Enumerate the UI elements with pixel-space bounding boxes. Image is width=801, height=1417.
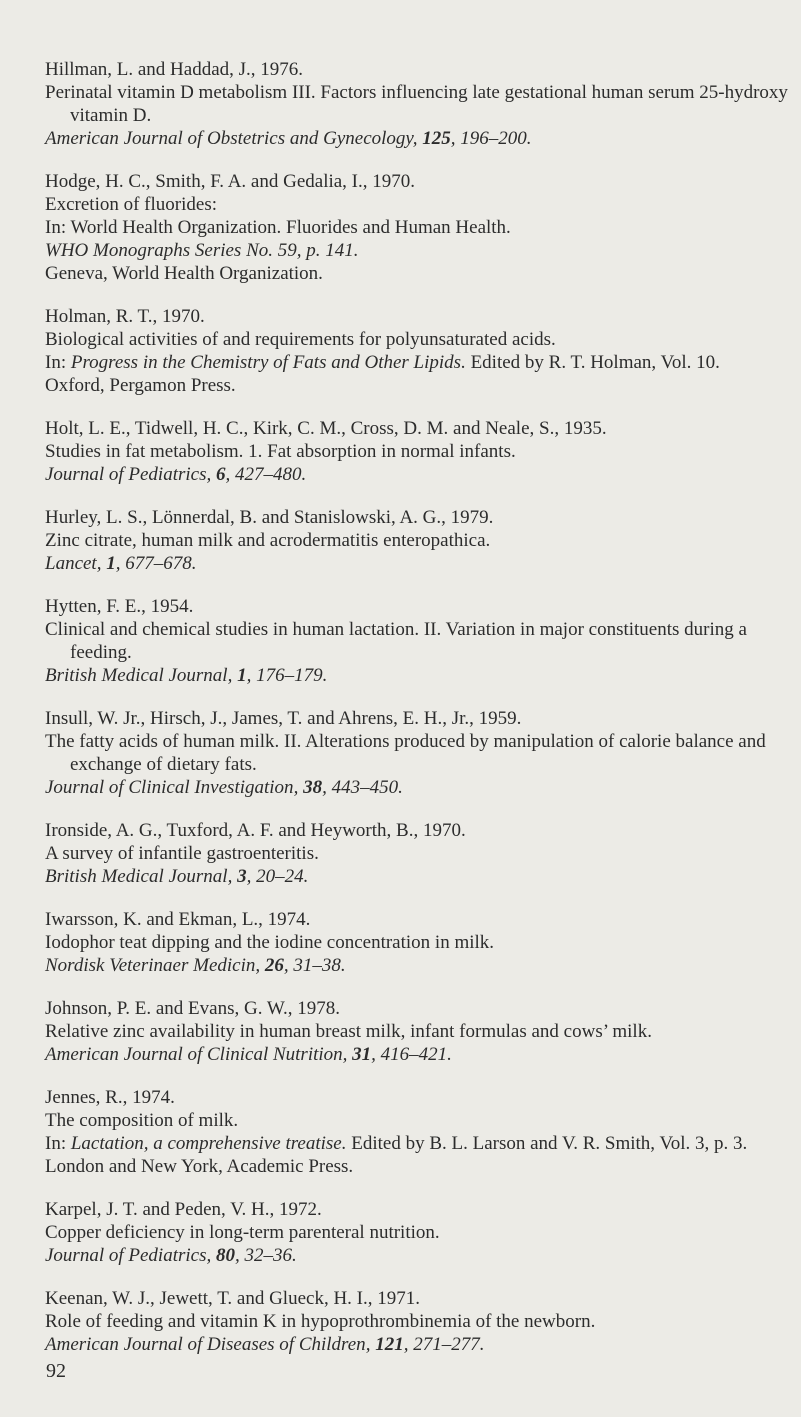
reference-source: Journal of Pediatrics, 80, 32–36. bbox=[45, 1245, 297, 1266]
reference-source: American Journal of Clinical Nutrition, 31, 416–421. bbox=[45, 1044, 452, 1065]
reference-journal: American Journal of Clinical Nutrition bbox=[45, 1044, 343, 1065]
reference-author: Holman, R. T., 1970. bbox=[45, 306, 205, 327]
reference-author: Holt, L. E., Tidwell, H. C., Kirk, C. M., Cross, D. M. and Neale, S., 1935. bbox=[45, 418, 607, 439]
reference-author: Ironside, A. G., Tuxford, A. F. and Heyworth, B., 1970. bbox=[45, 820, 466, 841]
reference-journal: WHO Monographs Series No. 59, p. 141. bbox=[45, 240, 359, 261]
reference-editors: Edited by R. T. Holman, Vol. 10. bbox=[465, 352, 720, 373]
reference-book-line bbox=[45, 1132, 795, 1155]
reference-author: Hodge, H. C., Smith, F. A. and Gedalia, I., 1970. bbox=[45, 171, 416, 192]
reference-publisher: Geneva, World Health Organization. bbox=[45, 263, 323, 284]
reference-volume: 3 bbox=[237, 866, 247, 887]
reference-book-line bbox=[45, 351, 795, 374]
reference-title: The fatty acids of human milk. II. Alterations produced by manipulation of calorie balance and exchange of dietary fats. bbox=[45, 731, 766, 775]
reference-book-title: Progress in the Chemistry of Fats and Other Lipids. bbox=[70, 352, 466, 373]
reference-volume: 38 bbox=[303, 777, 323, 798]
reference-source: Lancet, 1, 677–678. bbox=[45, 553, 197, 574]
reference-title: Zinc citrate, human milk and acrodermatitis enteropathica. bbox=[45, 530, 491, 551]
reference-source: British Medical Journal, 3, 20–24. bbox=[45, 866, 309, 887]
reference-author: Jennes, R., 1974. bbox=[45, 1087, 175, 1108]
reference-journal: American Journal of Diseases of Children bbox=[45, 1334, 366, 1355]
page-number: 92 bbox=[46, 1360, 66, 1382]
reference-entry bbox=[45, 170, 795, 285]
reference-entry bbox=[45, 595, 795, 687]
reference-entry bbox=[45, 908, 795, 977]
reference-pages: , 416–421. bbox=[371, 1044, 452, 1065]
reference-pages: , 271–277. bbox=[403, 1334, 485, 1355]
reference-list bbox=[45, 58, 795, 1376]
reference-source: Nordisk Veterinaer Medicin, 26, 31–38. bbox=[45, 955, 346, 976]
reference-entry bbox=[45, 417, 795, 486]
reference-publisher: Oxford, Pergamon Press. bbox=[45, 375, 236, 396]
reference-title: Biological activities of and requirements for polyunsaturated acids. bbox=[45, 329, 556, 350]
reference-title: Excretion of fluorides: bbox=[45, 194, 218, 215]
reference-author: Hurley, L. S., Lönnerdal, B. and Stanislowski, A. G., 1979. bbox=[45, 507, 494, 528]
reference-author: Insull, W. Jr., Hirsch, J., James, T. and Ahrens, E. H., Jr., 1959. bbox=[45, 708, 522, 729]
reference-journal: Journal of Pediatrics bbox=[45, 464, 207, 485]
reference-source: Journal of Clinical Investigation, 38, 443–450. bbox=[45, 777, 403, 798]
reference-author: Hillman, L. and Haddad, J., 1976. bbox=[45, 59, 304, 80]
reference-volume: 80 bbox=[215, 1245, 235, 1266]
reference-volume: 6 bbox=[215, 464, 226, 485]
reference-journal: Lancet bbox=[45, 553, 97, 574]
reference-journal: British Medical Journal bbox=[45, 866, 228, 887]
reference-book-title: Lactation, a comprehensive treatise. bbox=[70, 1133, 347, 1154]
reference-author: Iwarsson, K. and Ekman, L., 1974. bbox=[45, 909, 311, 930]
reference-journal: Journal of Pediatrics bbox=[45, 1245, 207, 1266]
reference-entry bbox=[45, 305, 795, 397]
reference-entry bbox=[45, 506, 795, 575]
reference-source: American Journal of Obstetrics and Gynecology, 125, 196–200. bbox=[45, 128, 532, 149]
reference-note: In: World Health Organization. Fluorides and Human Health. bbox=[45, 217, 511, 238]
reference-title: A survey of infantile gastroenteritis. bbox=[45, 843, 319, 864]
reference-entry bbox=[45, 1287, 795, 1356]
reference-volume: 26 bbox=[264, 955, 284, 976]
reference-journal: American Journal of Obstetrics and Gynecology bbox=[45, 128, 413, 149]
reference-pages: , 427–480. bbox=[225, 464, 307, 485]
reference-volume: 1 bbox=[106, 553, 116, 574]
reference-volume: 1 bbox=[237, 665, 247, 686]
reference-title: Perinatal vitamin D metabolism III. Factors influencing late gestational human serum 25-hydroxy vitamin D. bbox=[45, 82, 788, 126]
reference-source: Journal of Pediatrics, 6, 427–480. bbox=[45, 464, 307, 485]
reference-title: Iodophor teat dipping and the iodine concentration in milk. bbox=[45, 932, 495, 953]
reference-pages: , 196–200. bbox=[450, 128, 532, 149]
reference-author: Johnson, P. E. and Evans, G. W., 1978. bbox=[45, 998, 341, 1019]
reference-author: Karpel, J. T. and Peden, V. H., 1972. bbox=[45, 1199, 322, 1220]
reference-journal: Journal of Clinical Investigation bbox=[45, 777, 294, 798]
reference-title: Studies in fat metabolism. 1. Fat absorption in normal infants. bbox=[45, 441, 516, 462]
reference-pages: , 31–38. bbox=[283, 955, 346, 976]
reference-title: Role of feeding and vitamin K in hypoprothrombinemia of the newborn. bbox=[45, 1311, 596, 1332]
reference-source: American Journal of Diseases of Children, 121, 271–277. bbox=[45, 1334, 485, 1355]
reference-pages: , 20–24. bbox=[246, 866, 309, 887]
reference-pages: , 176–179. bbox=[246, 665, 328, 686]
reference-pages: , 32–36. bbox=[234, 1245, 297, 1266]
reference-title: Copper deficiency in long-term parenteral nutrition. bbox=[45, 1222, 440, 1243]
reference-journal: Nordisk Veterinaer Medicin bbox=[45, 955, 256, 976]
reference-entry bbox=[45, 1086, 795, 1178]
reference-publisher: London and New York, Academic Press. bbox=[45, 1156, 354, 1177]
reference-pages: , 443–450. bbox=[322, 777, 403, 798]
reference-author: Keenan, W. J., Jewett, T. and Glueck, H. I., 1971. bbox=[45, 1288, 420, 1309]
reference-entry bbox=[45, 1198, 795, 1267]
reference-journal: British Medical Journal bbox=[45, 665, 228, 686]
reference-volume: 125 bbox=[422, 128, 451, 149]
reference-title: Relative zinc availability in human breast milk, infant formulas and cows’ milk. bbox=[45, 1021, 652, 1042]
reference-volume: 121 bbox=[375, 1334, 404, 1355]
reference-author: Hytten, F. E., 1954. bbox=[45, 596, 194, 617]
reference-entry bbox=[45, 819, 795, 888]
reference-prefix: In: bbox=[45, 352, 71, 373]
reference-source: British Medical Journal, 1, 176–179. bbox=[45, 665, 328, 686]
reference-entry bbox=[45, 707, 795, 799]
reference-editors: Edited by B. L. Larson and V. R. Smith, Vol. 3, p. 3. bbox=[346, 1133, 748, 1154]
reference-entry bbox=[45, 997, 795, 1066]
reference-title: The composition of milk. bbox=[45, 1110, 239, 1131]
reference-entry bbox=[45, 58, 795, 150]
reference-volume: 31 bbox=[352, 1044, 372, 1065]
reference-pages: , 677–678. bbox=[115, 553, 197, 574]
reference-source bbox=[45, 239, 795, 262]
reference-title: Clinical and chemical studies in human lactation. II. Variation in major constituents during a feeding. bbox=[45, 619, 747, 663]
reference-prefix: In: bbox=[45, 1133, 71, 1154]
